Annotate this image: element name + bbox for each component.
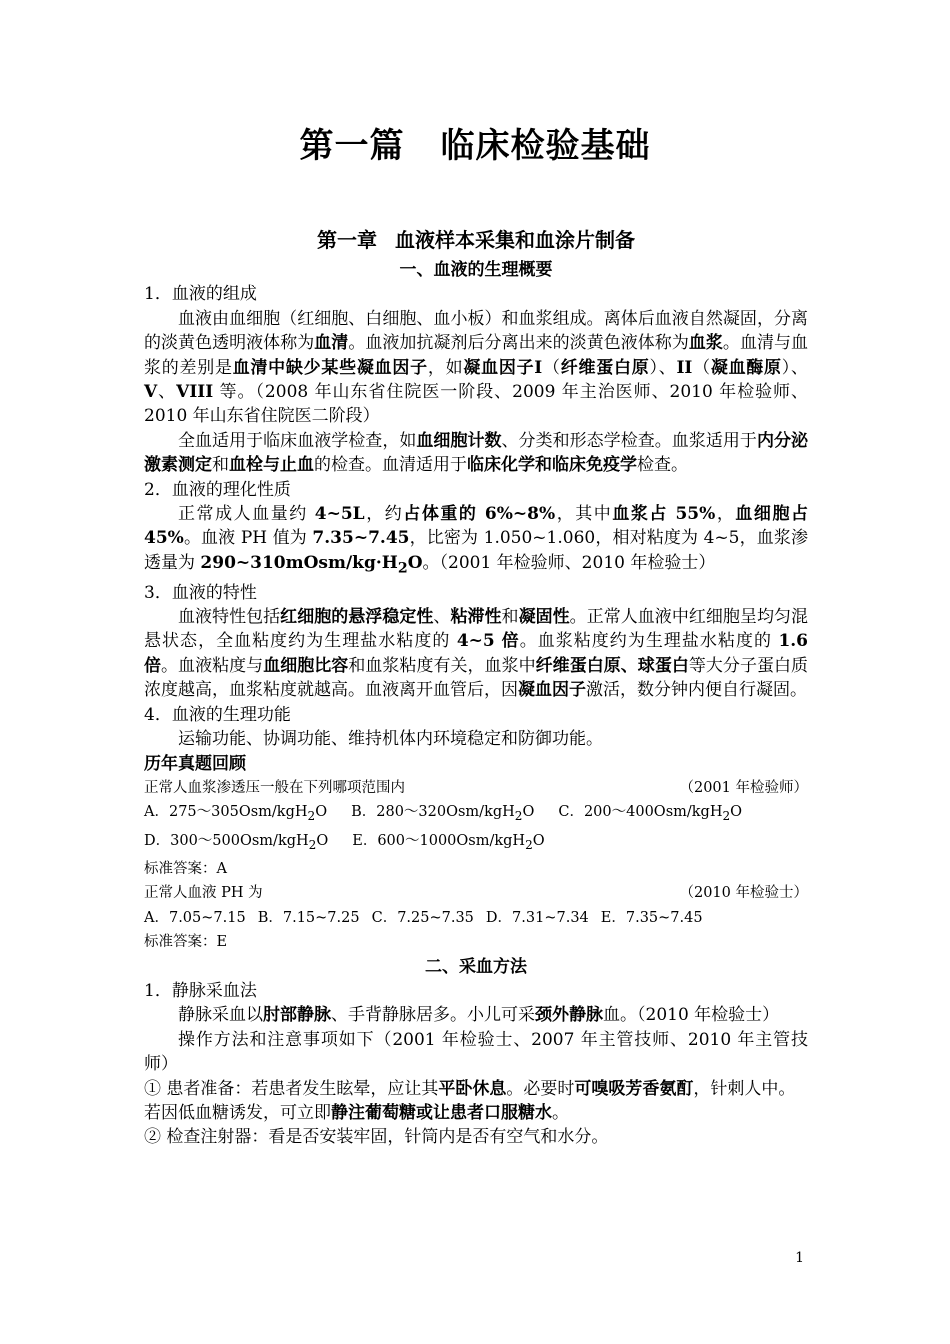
answer: 标准答案：A xyxy=(144,860,227,877)
question-stem: 正常人血液 PH 为 xyxy=(144,885,263,902)
paragraph-usage: 全血适用于临床血液学检查，如血细胞计数、分类和形态学检查。血浆适用于内分泌激素测定和血栓与止血的检查。血清适用于临床化学和临床免疫学检查。 xyxy=(144,430,809,476)
chapter-title: 第一章 血液样本采集和血涂片制备 xyxy=(317,228,635,252)
answer: 标准答案：E xyxy=(144,934,228,951)
section-heading-1: 一、血液的生理概要 xyxy=(399,260,553,280)
question-stem: 正常人血浆渗透压一般在下列哪项范围内 xyxy=(144,779,405,796)
paragraph-physicochemical: 正常成人血量约 4~5L，约占体重的 6%~8%，其中血浆占 55%，血细胞占 45%。血液 PH 值为 7.35~7.45，比密为 1.050~1.060，相对粘度为 4~5，血浆渗透量为 $290\sim 310mOsm/kg\cdot H_2O$。（2001 年检验师、2010 年检验士） xyxy=(144,504,808,577)
paragraph-method: 操作方法和注意事项如下（2001 年检验士、2007 年主管技师、2010 年主管技师） xyxy=(144,1029,808,1075)
item-functions: 4．血液的生理功能 xyxy=(144,704,291,725)
paragraph-functions: 运输功能、协调功能、维持机体内环境稳定和防御功能。 xyxy=(178,729,603,750)
paragraph-composition: 血液由血细胞（红细胞、白细胞、血小板）和血浆组成。离体后血液自然凝固，分离的淡黄色透明液体称为血清。血液加抗凝剂后分离出来的淡黄色液体称为血浆。血清与血浆的差别是血清中缺少某些凝血因子，如凝血因子Ⅰ（纤维蛋白原）、II（凝血酶原）、V、VIII 等。（2008 年山东省住院医一阶段、2009 年主治医师、2010 年检验师、2010 年山东省住院医二阶段） xyxy=(144,308,809,427)
page-number: 1 xyxy=(795,1250,804,1266)
option-c: C．200～400Osm/kgH$_2$O xyxy=(558,804,743,824)
option-a: A．7.05~7.15 xyxy=(144,909,246,926)
paragraph-venous: 静脉采血以肘部静脉、手背静脉居多。小儿可采颈外静脉血。（2010 年检验士） xyxy=(178,1005,780,1026)
option-a: A．275～305Osm/kgH$_2$O xyxy=(144,804,328,824)
option-d: D．7.31~7.34 xyxy=(485,909,589,926)
option-e: E．7.35~7.45 xyxy=(600,909,703,926)
question-2 xyxy=(144,881,808,954)
list-item-patient-prep: ① 患者准备：若患者发生眩晕，应让其平卧休息。必要时可嗅吸芳香氨酊，针刺人中。若因低血糖诱发，可立即静注葡萄糖或让患者口服糖水。 xyxy=(144,1078,796,1123)
list-item-syringe-check: ② 检查注射器：看是否安装牢固，针筒内是否有空气和水分。 xyxy=(144,1127,609,1148)
part-title: 第一篇 临床检验基础 xyxy=(299,126,651,166)
question-1 xyxy=(144,776,808,881)
option-d: D．300～500Osm/kgH$_2$O xyxy=(144,832,329,852)
question-source: （2010 年检验士） xyxy=(679,885,808,902)
option-c: C．7.25~7.35 xyxy=(371,909,474,926)
item-blood-composition: 1．血液的组成 xyxy=(144,284,257,305)
option-e: E．600～1000Osm/kgH$_2$O xyxy=(352,832,545,852)
paragraph-characteristics: 血液特性包括红细胞的悬浮稳定性、粘滞性和凝固性。正常人血液中红细胞呈均匀混悬状态，全血粘度约为生理盐水粘度的 4~5 倍。血浆粘度约为生理盐水粘度的 1.6 倍。血液粘度与血细胞比容和血浆粘度有关，血浆中纤维蛋白原、球蛋白等大分子蛋白质浓度越高，血浆粘度就越高。血液离开血管后，因凝血因子激活，数分钟内便自行凝固。 xyxy=(144,607,809,701)
page-content xyxy=(144,226,808,1150)
section-heading-2: 二、采血方法 xyxy=(425,956,527,977)
item-physicochemical: 2．血液的理化性质 xyxy=(144,479,291,500)
item-characteristics: 3．血液的特性 xyxy=(144,582,257,603)
option-b: B．280～320Osm/kgH$_2$O xyxy=(351,804,535,824)
question-source: （2001 年检验师） xyxy=(679,779,808,796)
review-title: 历年真题回顾 xyxy=(144,753,246,774)
option-b: B．7.15~7.25 xyxy=(257,909,360,926)
item-venous-collection: 1．静脉采血法 xyxy=(144,980,257,1001)
